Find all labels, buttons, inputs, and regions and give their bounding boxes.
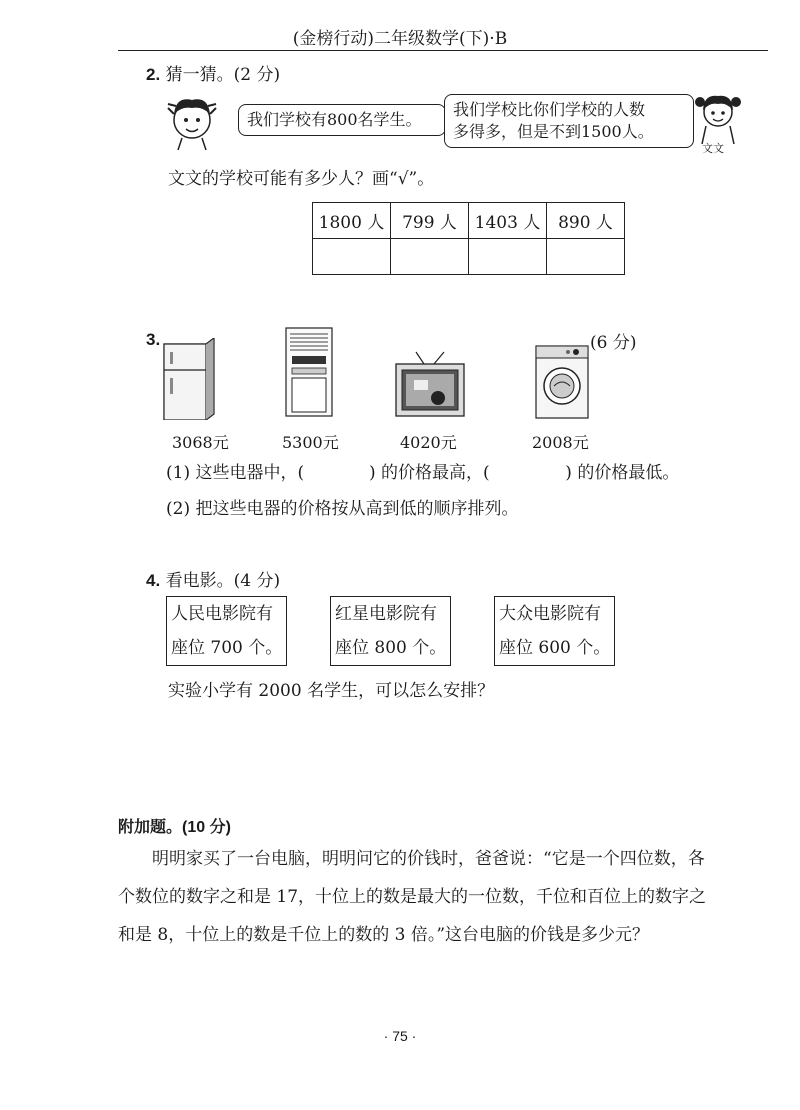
question-2-title: [146, 60, 280, 85]
cinema-hongxing-name: 红星电影院有: [335, 604, 437, 624]
question-3-part-1: (1) 这些电器中，( ) 的价格最高，( ) 的价格最低。: [166, 463, 680, 483]
guess-answer-cell-1[interactable]: [313, 239, 391, 275]
question-2-number: 2.: [146, 65, 161, 84]
cinema-renmin-seats: 座位 700 个。: [171, 638, 283, 658]
question-2-prompt: 文文的学校可能有多少人？画“√”。: [168, 169, 435, 189]
cinema-box-renmin: [166, 596, 287, 666]
boy-face-icon: [162, 92, 234, 150]
question-3-part-2: (2) 把这些电器的价格按从高到低的顺序排列。: [166, 499, 519, 519]
question-4-number: 4.: [146, 571, 161, 590]
refrigerator-icon: [160, 338, 218, 420]
price-refrigerator: 3068元: [172, 433, 229, 452]
price-air-conditioner: 5300元: [282, 433, 339, 452]
air-conditioner-icon: [284, 326, 336, 418]
guess-table-header-row: [313, 203, 625, 239]
guess-option-890: 890 人: [547, 203, 625, 239]
guess-option-799: 799 人: [391, 203, 469, 239]
question-3-score: (6 分): [590, 333, 637, 353]
cinema-box-dazhong: [494, 596, 615, 666]
cinema-renmin-name: 人民电影院有: [171, 604, 273, 624]
speech-bubble-left: [238, 104, 446, 136]
bonus-paragraph: [118, 840, 778, 954]
bonus-line-3: 和是 8，十位上的数是千位上的数的 3 倍。”这台电脑的价钱是多少元？: [118, 925, 650, 945]
guess-answer-cell-2[interactable]: [391, 239, 469, 275]
cinema-box-hongxing: [330, 596, 451, 666]
bonus-line-1: 明明家买了一台电脑，明明问它的价钱时，爸爸说：“它是一个四位数，各: [152, 849, 705, 869]
guess-answer-cell-4[interactable]: [547, 239, 625, 275]
question-4-prompt: 实验小学有 2000 名学生，可以怎么安排？: [168, 681, 495, 701]
speech-right-line-1: 我们学校比你们学校的人数: [453, 100, 646, 119]
question-2-label: 猜一猜。(2 分): [165, 65, 281, 85]
bonus-line-2: 个数位的数字之和是 17，十位上的数是最大的一位数，千位和百位上的数字之: [118, 887, 707, 907]
guess-option-1800: 1800 人: [313, 203, 391, 239]
guess-table-answer-row: [313, 239, 625, 275]
cinema-dazhong-seats: 座位 600 个。: [499, 638, 611, 658]
price-washing-machine: 2008元: [532, 433, 589, 452]
cinema-dazhong-name: 大众电影院有: [499, 604, 601, 624]
speech-bubble-right: [444, 94, 694, 148]
question-4-title: [146, 566, 280, 591]
girl-wenwen-icon: [690, 88, 746, 144]
cinema-hongxing-seats: 座位 800 个。: [335, 638, 447, 658]
page-header: (金榜行动)二年级数学(下)·B: [292, 29, 508, 49]
page-number: · 75 ·: [383, 1028, 417, 1044]
question-3-number: 3.: [146, 330, 161, 349]
question-4-label: 看电影。(4 分): [165, 571, 281, 591]
bonus-title: 附加题。(10 分): [118, 819, 231, 836]
header-rule: [118, 50, 768, 51]
girl-name-label: 文文: [702, 142, 724, 155]
price-television: 4020元: [400, 433, 457, 452]
guess-table: [312, 202, 625, 275]
washing-machine-icon: [532, 344, 592, 420]
speech-right-line-2: 多得多，但是不到1500人。: [453, 122, 654, 141]
television-icon: [394, 350, 468, 420]
guess-option-1403: 1403 人: [469, 203, 547, 239]
speech-left-text: 我们学校有800名学生。: [247, 110, 422, 129]
guess-answer-cell-3[interactable]: [469, 239, 547, 275]
